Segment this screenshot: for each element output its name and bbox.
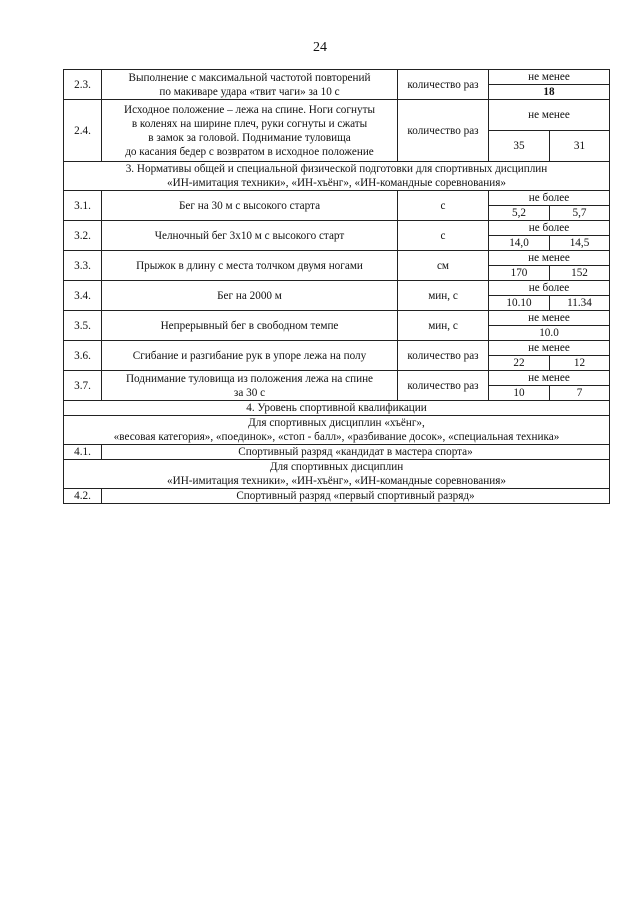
value-cell-b: 12 bbox=[550, 356, 610, 371]
description-line: за 30 с bbox=[233, 386, 266, 399]
table-row-3-6 bbox=[64, 341, 610, 356]
section-4-subheader-row-2 bbox=[64, 460, 610, 489]
value-cell-a: 35 bbox=[489, 131, 550, 162]
exercise-description bbox=[102, 371, 398, 401]
description-line: в коленях на ширине плеч, руки согнуты и сжаты bbox=[131, 117, 368, 130]
row-number: 3.4. bbox=[64, 281, 102, 311]
unit-cell: количество раз bbox=[398, 341, 489, 371]
unit-cell: мин, с bbox=[398, 281, 489, 311]
value-cell-b: 152 bbox=[550, 266, 610, 281]
table-row-2-3 bbox=[64, 70, 610, 85]
row-number: 2.3. bbox=[64, 70, 102, 100]
subheader-line: «ИН-имитация техники», «ИН-хъёнг», «ИН-командные соревнования» bbox=[167, 475, 506, 487]
table-row-3-5 bbox=[64, 311, 610, 326]
section-4-subheader-row-1 bbox=[64, 416, 610, 445]
condition-cell: не менее bbox=[489, 371, 610, 386]
subheader-line: Для спортивных дисциплин bbox=[269, 461, 404, 473]
description-line: до касания бедер с возвратом в исходное положение bbox=[125, 145, 374, 158]
exercise-description: Сгибание и разгибание рук в упоре лежа на полу bbox=[102, 341, 398, 371]
table-row-4-1 bbox=[64, 445, 610, 460]
row-number: 2.4. bbox=[64, 100, 102, 162]
value-cell-b: 5,7 bbox=[550, 206, 610, 221]
description-line: по макиваре удара «твит чаги» за 10 с bbox=[159, 85, 340, 98]
table-row-3-3 bbox=[64, 251, 610, 266]
value-cell: 10.0 bbox=[489, 326, 610, 341]
exercise-description: Челночный бег 3х10 м с высокого старт bbox=[102, 221, 398, 251]
section-4-subheader bbox=[64, 460, 610, 489]
condition-cell: не менее bbox=[489, 100, 610, 131]
unit-cell: мин, с bbox=[398, 311, 489, 341]
unit-cell: с bbox=[398, 221, 489, 251]
value-cell-b: 31 bbox=[550, 131, 610, 162]
condition-cell: не более bbox=[489, 221, 610, 236]
description-line: Поднимание туловища из положения лежа на спине bbox=[125, 372, 374, 385]
value-cell-b: 11.34 bbox=[550, 296, 610, 311]
description-line: Исходное положение – лежа на спине. Ноги согнуты bbox=[124, 103, 375, 116]
qualification-text: Спортивный разряд «кандидат в мастера спорта» bbox=[102, 445, 610, 460]
section-4-subheader bbox=[64, 416, 610, 445]
norms-table bbox=[63, 69, 610, 504]
page-number: 24 bbox=[313, 40, 327, 55]
value-cell-b: 7 bbox=[550, 386, 610, 401]
unit-cell: см bbox=[398, 251, 489, 281]
table-row-3-2 bbox=[64, 221, 610, 236]
section-3-header bbox=[64, 162, 610, 191]
condition-cell: не менее bbox=[489, 311, 610, 326]
section-4-header-row bbox=[64, 401, 610, 416]
value-cell-a: 5,2 bbox=[489, 206, 550, 221]
row-number: 3.7. bbox=[64, 371, 102, 401]
value-cell: 18 bbox=[489, 85, 610, 100]
value-cell-a: 22 bbox=[489, 356, 550, 371]
description-line: Выполнение с максимальной частотой повторений bbox=[128, 71, 371, 84]
row-number: 3.3. bbox=[64, 251, 102, 281]
value-cell-b: 14,5 bbox=[550, 236, 610, 251]
condition-cell: не более bbox=[489, 191, 610, 206]
description-line: в замок за головой. Поднимание туловища bbox=[148, 131, 351, 144]
section-3-header-row bbox=[64, 162, 610, 191]
section-3-title-line: 3. Нормативы общей и специальной физической подготовки для спортивных дисциплин bbox=[125, 163, 548, 175]
row-number: 4.2. bbox=[64, 489, 102, 504]
section-3-title-line: «ИН-имитация техники», «ИН-хъёнг», «ИН-командные соревнования» bbox=[167, 177, 506, 189]
condition-cell: не более bbox=[489, 281, 610, 296]
value-cell-a: 10.10 bbox=[489, 296, 550, 311]
unit-cell: количество раз bbox=[398, 100, 489, 162]
table-row-4-2 bbox=[64, 489, 610, 504]
unit-cell: количество раз bbox=[398, 371, 489, 401]
row-number: 3.1. bbox=[64, 191, 102, 221]
unit-cell: количество раз bbox=[398, 70, 489, 100]
row-number: 3.6. bbox=[64, 341, 102, 371]
value-cell-a: 10 bbox=[489, 386, 550, 401]
unit-cell: с bbox=[398, 191, 489, 221]
table-row-2-4 bbox=[64, 100, 610, 131]
value-cell-a: 14,0 bbox=[489, 236, 550, 251]
row-number: 3.2. bbox=[64, 221, 102, 251]
condition-cell: не менее bbox=[489, 251, 610, 266]
section-4-header: 4. Уровень спортивной квалификации bbox=[64, 401, 610, 416]
condition-cell: не менее bbox=[489, 70, 610, 85]
exercise-description: Бег на 30 м с высокого старта bbox=[102, 191, 398, 221]
qualification-text: Спортивный разряд «первый спортивный разряд» bbox=[102, 489, 610, 504]
exercise-description bbox=[102, 70, 398, 100]
table-row-3-7 bbox=[64, 371, 610, 386]
table-row-3-1 bbox=[64, 191, 610, 206]
exercise-description: Прыжок в длину с места толчком двумя ногами bbox=[102, 251, 398, 281]
subheader-line: «весовая категория», «поединок», «стоп - балл», «разбивание досок», «специальная техника» bbox=[113, 431, 560, 443]
subheader-line: Для спортивных дисциплин «хъёнг», bbox=[248, 417, 425, 429]
condition-cell: не менее bbox=[489, 341, 610, 356]
exercise-description: Бег на 2000 м bbox=[102, 281, 398, 311]
row-number: 4.1. bbox=[64, 445, 102, 460]
table-row-3-4 bbox=[64, 281, 610, 296]
exercise-description: Непрерывный бег в свободном темпе bbox=[102, 311, 398, 341]
row-number: 3.5. bbox=[64, 311, 102, 341]
value-cell-a: 170 bbox=[489, 266, 550, 281]
exercise-description bbox=[102, 100, 398, 162]
